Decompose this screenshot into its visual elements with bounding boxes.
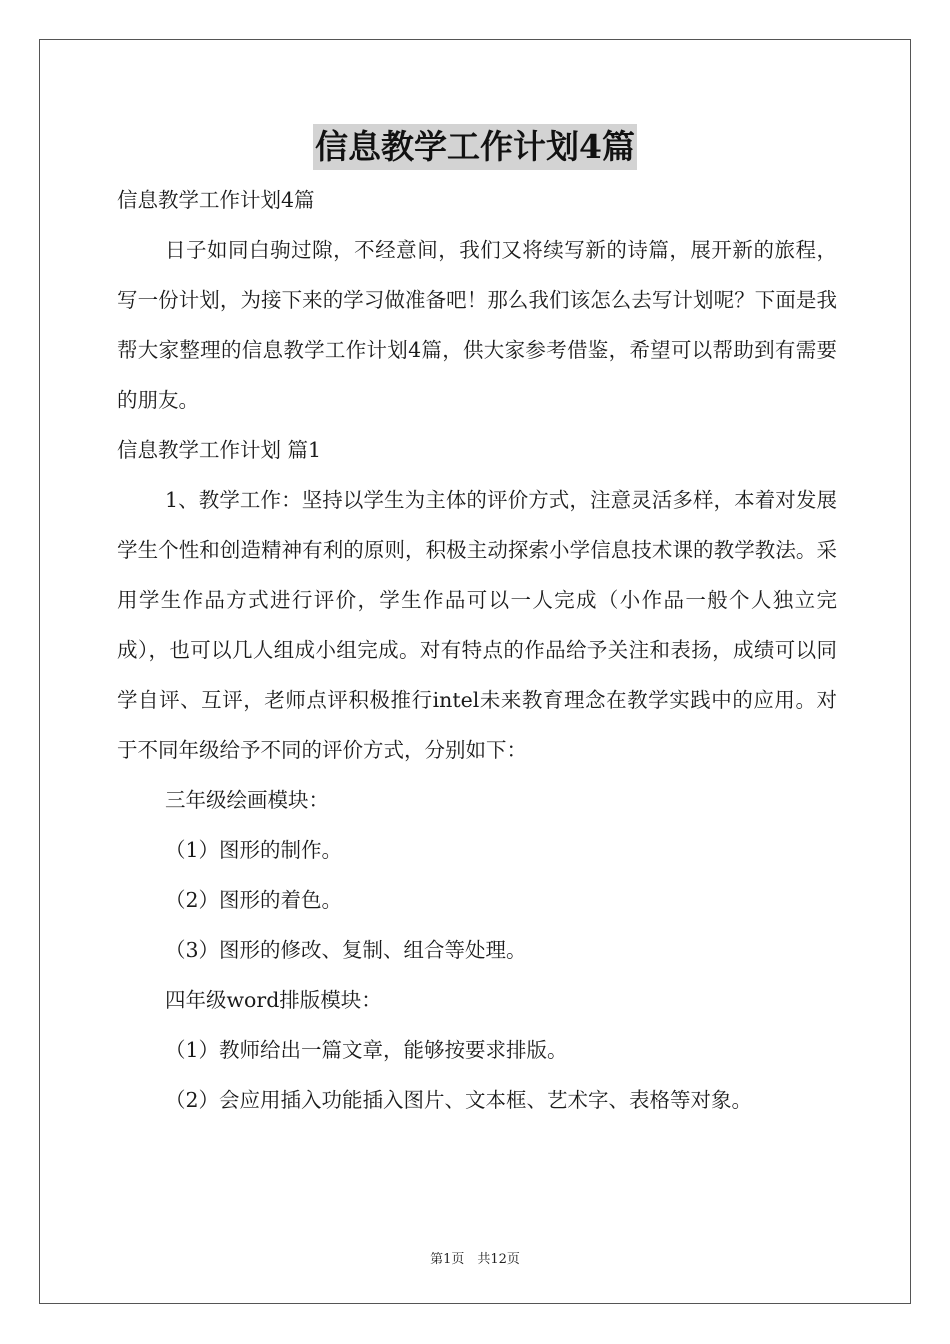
title-container bbox=[0, 124, 950, 170]
section-paragraph: 1、教学工作：坚持以学生为主体的评价方式，注意灵活多样，本着对发展学生个性和创造精神有利的原则，积极主动探索小学信息技术课的教学教法。采用学生作品方式进行评价，学生作品可以一人完成（小作品一般个人独立完成），也可以几人组成小组完成。对有特点的作品给予关注和表扬，成绩可以同学自评、互评，老师点评积极推行intel未来教育理念在教学实践中的应用。对于不同年级给予不同的评价方式，分别如下： bbox=[117, 488, 837, 762]
page-footer bbox=[0, 1248, 950, 1267]
list-item: （2）会应用插入功能插入图片、文本框、艺术字、表格等对象。 bbox=[165, 1088, 753, 1112]
grade3-heading: 三年级绘画模块： bbox=[165, 788, 329, 812]
intro-paragraph: 日子如同白驹过隙，不经意间，我们又将续写新的诗篇，展开新的旅程，写一份计划，为接下来的学习做准备吧！那么我们该怎么去写计划呢？下面是我帮大家整理的信息教学工作计划4篇，供大家参考借鉴，希望可以帮助到有需要的朋友。 bbox=[117, 238, 837, 412]
list-item: （1）教师给出一篇文章，能够按要求排版。 bbox=[165, 1038, 568, 1062]
list-item: （3）图形的修改、复制、组合等处理。 bbox=[165, 938, 527, 962]
document-title: 信息教学工作计划4篇 bbox=[313, 124, 637, 170]
grade4-heading: 四年级word排版模块： bbox=[165, 988, 382, 1012]
document-subtitle: 信息教学工作计划4篇 bbox=[117, 188, 315, 212]
page-number: 第1页 共12页 bbox=[430, 1252, 520, 1267]
section-heading: 信息教学工作计划 篇1 bbox=[117, 438, 322, 462]
list-item: （1）图形的制作。 bbox=[165, 838, 343, 862]
document-body bbox=[117, 175, 837, 1125]
list-item: （2）图形的着色。 bbox=[165, 888, 343, 912]
